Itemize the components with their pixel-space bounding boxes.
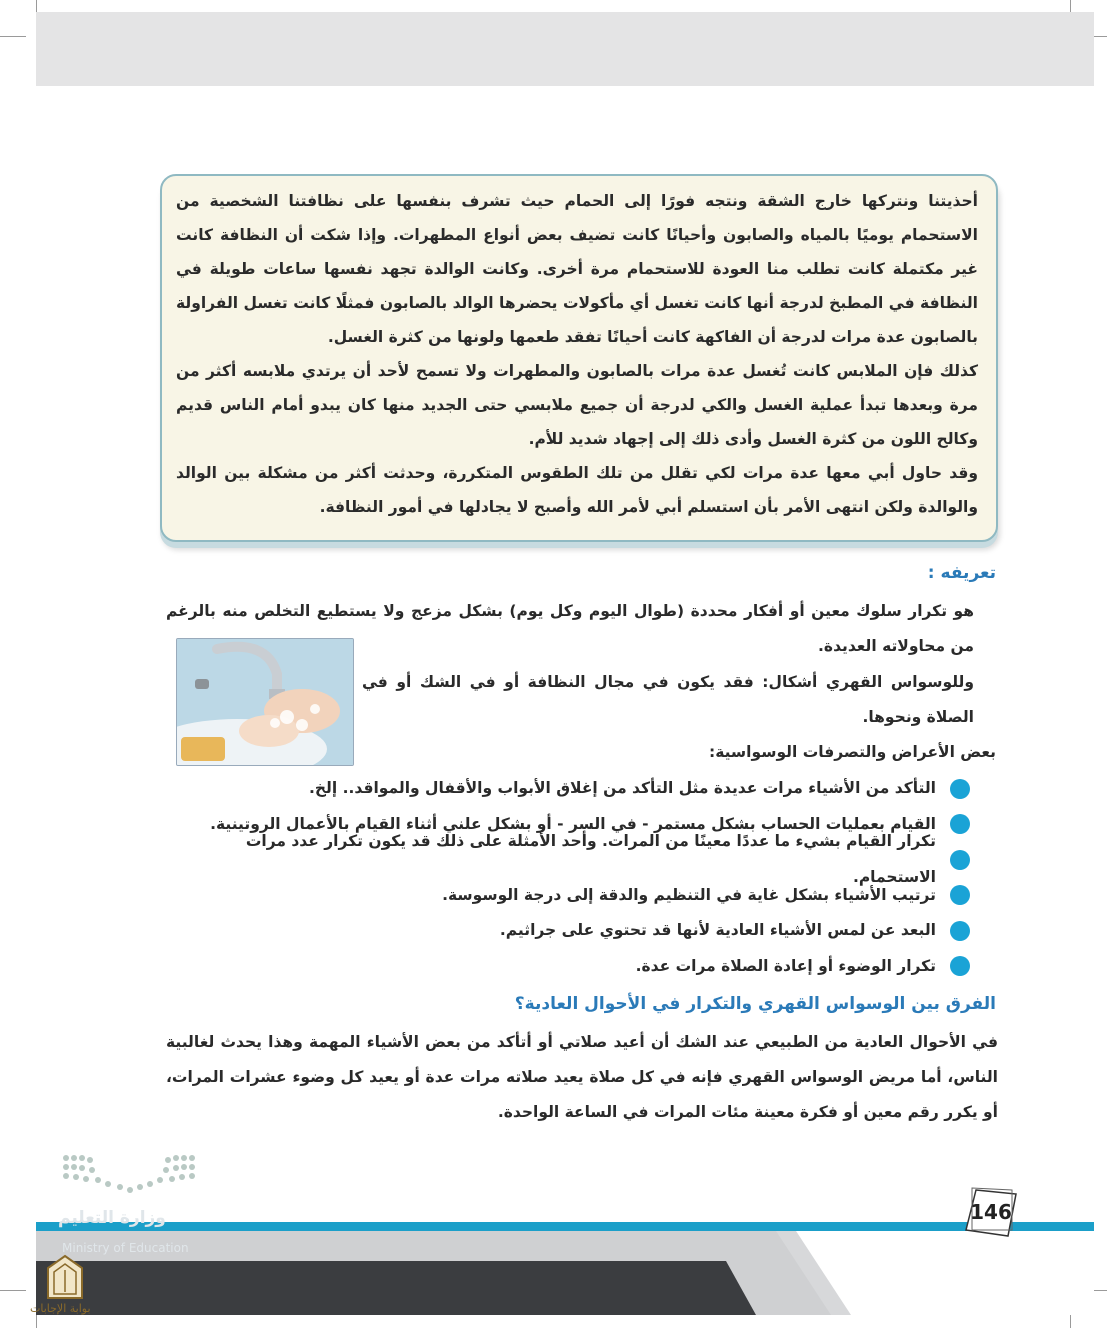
ministry-name-en: Ministry of Education: [62, 1241, 189, 1255]
symptoms-list: [170, 771, 996, 984]
page-number: 146: [970, 1200, 1012, 1224]
watermark-text: بوابة الإجابات: [30, 1302, 91, 1315]
bullet-icon: [950, 850, 970, 870]
definition-heading: تعريفه :: [927, 563, 996, 583]
symptom-text: ترتيب الأشياء بشكل غاية في التنظيم والدقة إلى درجة الوسوسة.: [442, 885, 936, 904]
footer-teal-stripe: [36, 1222, 1094, 1231]
story-box: [160, 174, 998, 542]
bullet-icon: [950, 885, 970, 905]
bullet-icon: [950, 921, 970, 941]
symptom-text: القيام بعمليات الحساب بشكل مستمر - في السر - أو بشكل علني أثناء القيام بالأعمال الروتينية.: [210, 814, 936, 833]
list-item: [170, 949, 996, 985]
bullet-icon: [950, 956, 970, 976]
ministry-logo-icon: [62, 1154, 196, 1198]
story-paragraph: كذلك فإن الملابس كانت تُغسل عدة مرات بالصابون والمطهرات ولا تسمح لأحد أن يرتدي ملابسه أكثر من مرة وبعدها تبدأ عملية الغسل والكي لدرجة أن جميع ملابسي حتى الجديد منها كان يبدو أمام الناس قديم وكالح اللون من كثرة الغسل وأدى ذلك إلى إجهاد شديد للأم.: [176, 362, 978, 448]
bullet-icon: [950, 814, 970, 834]
difference-text: في الأحوال العادية من الطبيعي عند الشك أن أعيد صلاتي أو أتأكد من بعض الأشياء المهمة وهذا يحدث لغالبية الناس، أما مريض الوسواس القهري فإنه في كل صلاة يعيد صلاته مرات عدة أو يعيد كل وضوء عشرات المرات، أو يكرر رقم معين أو فكرة معينة مئات المرات في الساعة الواحدة.: [166, 1033, 998, 1121]
symptom-text: تكرار القيام بشيء ما عددًا معينًا من المرات. وأحد الأمثلة على ذلك قد يكون تكرار عدد مرات الاستحمام.: [245, 832, 936, 886]
list-item: [170, 771, 996, 807]
story-paragraph: وقد حاول أبي معها عدة مرات لكي تقلل من تلك الطقوس المتكررة، وحدثت أكثر من مشكلة بين الوالد والوالدة ولكن انتهى الأمر بأن استسلم أبي لأمر الله وأصبح لا يجادلها في أمور النظافة.: [176, 464, 978, 516]
definition-text: هو تكرار سلوك معين أو أفكار محددة (طوال اليوم وكل يوم) بشكل مزعج ولا يستطيع التخلص منه بالرغم من محاولاته العديدة.: [166, 602, 974, 655]
list-item: [170, 913, 996, 949]
handwashing-illustration: [177, 639, 354, 766]
ministry-name-ar: وزارة التعليم: [58, 1208, 166, 1228]
crop-mark: [0, 1290, 26, 1291]
forms-text: وللوسواس القهري أشكال: فقد يكون في مجال النظافة أو في الشك أو في الصلاة ونحوها.: [362, 673, 974, 726]
handwashing-photo: [176, 638, 354, 766]
page-number-badge: [962, 1186, 1020, 1240]
bullet-icon: [950, 779, 970, 799]
list-item: [170, 832, 996, 886]
difference-heading: الفرق بين الوسواس القهري والتكرار في الأحوال العادية؟: [514, 994, 996, 1014]
story-paragraph: أحذيتنا ونتركها خارج الشقة ونتجه فورًا إلى الحمام حيث تشرف بنفسها على نظافتنا الشخصية من الاستحمام يوميًا بالمياه والصابون وأحيانًا كانت تضيف بعض أنواع المطهرات. وإذا شكت أن النظافة كانت غير مكتملة كانت تطلب منا العودة للاستحمام مرة أخرى. وكانت الوالدة تجهد نفسها ساعات طويلة في النظافة في المطبخ لدرجة أنها كانت تغسل أي مأكولات يحضرها الوالد بالصابون فمثلًا كانت تغسل الفراولة بالصابون عدة مرات لدرجة أن الفاكهة كانت أحيانًا تفقد طعمها ولونها من كثرة الغسل.: [176, 192, 978, 346]
symptom-text: البعد عن لمس الأشياء العادية لأنها قد تحتوي على جراثيم.: [499, 921, 936, 939]
symptoms-heading: بعض الأعراض والتصرفات الوسواسية:: [709, 743, 996, 761]
symptom-text: التأكد من الأشياء مرات عديدة مثل التأكد من إغلاق الأبواب والأقفال والمواقد.. إلخ.: [309, 779, 936, 797]
footer-dark-shape: [36, 1231, 1094, 1315]
symptom-text: تكرار الوضوء أو إعادة الصلاة مرات عدة.: [635, 956, 936, 975]
crop-mark: [0, 36, 26, 37]
header-band: [36, 12, 1094, 86]
watermark-logo-icon: [44, 1254, 86, 1302]
